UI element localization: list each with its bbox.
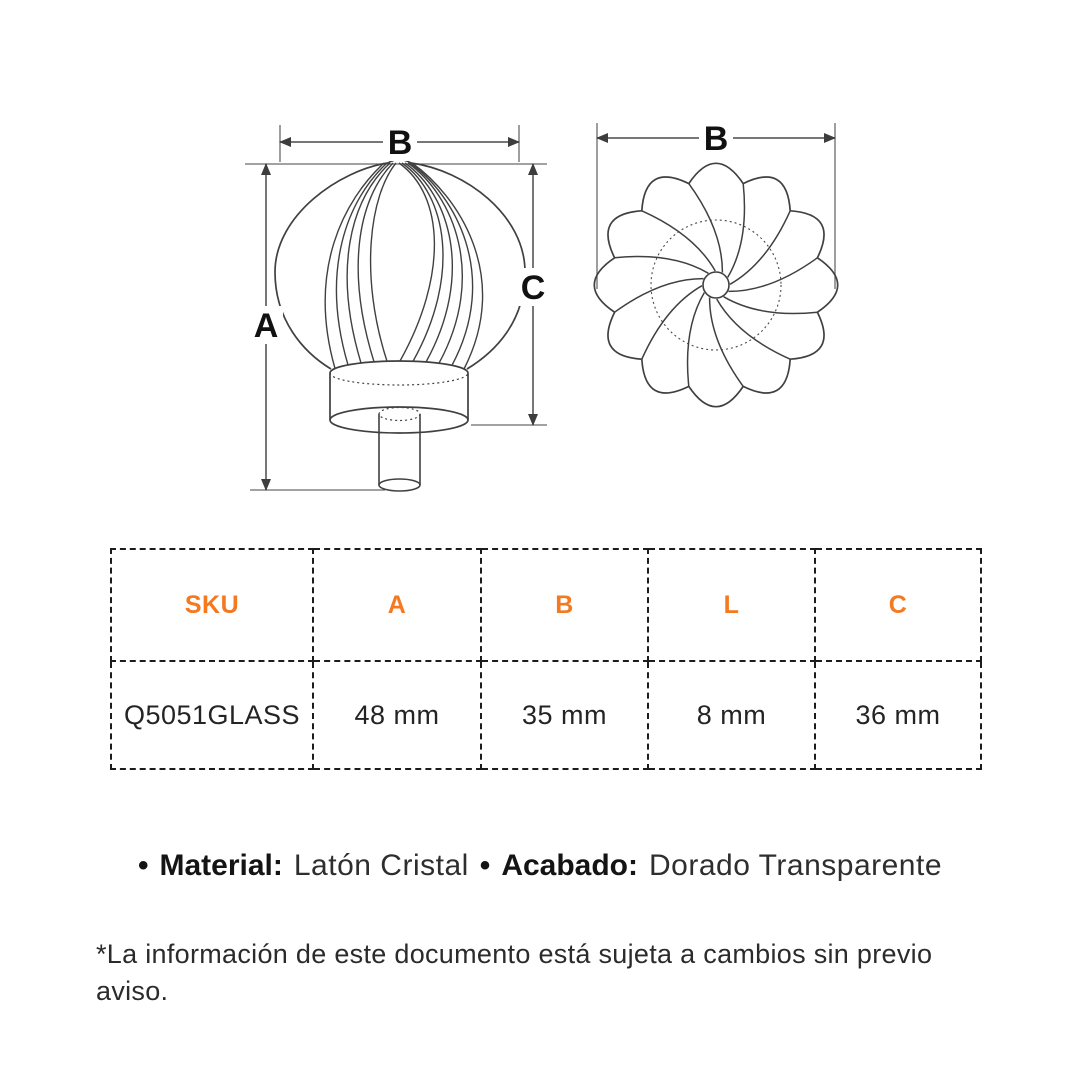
knob-side-view-drawing — [235, 100, 565, 510]
top-view-dimension-labels — [699, 119, 733, 158]
dimension-label-b: B — [387, 124, 413, 162]
cell-sku: Q5051GLASS — [111, 661, 313, 769]
spec-table-data-row — [111, 661, 981, 769]
bullet: • — [137, 849, 149, 882]
dimension-label-c: C — [520, 269, 546, 307]
cell-l: 8 mm — [648, 661, 815, 769]
material-label: Material: — [159, 849, 283, 882]
extension-lines — [245, 125, 547, 490]
header-c: C — [815, 549, 981, 661]
knob-top-view-drawing — [585, 103, 845, 415]
material-finish-line — [0, 849, 1080, 883]
finish-label: Acabado: — [501, 849, 638, 882]
dimension-label-a: A — [253, 307, 279, 345]
knob-ribs — [325, 163, 482, 369]
header-l: L — [648, 549, 815, 661]
cell-c: 36 mm — [815, 661, 981, 769]
flower-outline — [594, 163, 837, 406]
flower-swirls — [615, 184, 818, 387]
cell-b: 35 mm — [481, 661, 648, 769]
flower-center-circle — [703, 272, 729, 298]
spec-table — [110, 548, 982, 770]
cell-a: 48 mm — [313, 661, 481, 769]
bullet: • — [479, 849, 491, 882]
material-value: Latón Cristal — [293, 849, 469, 882]
knob-outline — [275, 160, 525, 370]
header-a: A — [313, 549, 481, 661]
header-b: B — [481, 549, 648, 661]
header-sku: SKU — [111, 549, 313, 661]
side-view-dimension-labels — [249, 123, 550, 345]
flower-dotted-circle — [651, 220, 781, 350]
finish-value: Dorado Transparente — [649, 849, 943, 882]
knob-collar — [330, 361, 468, 433]
knob-screw — [379, 408, 420, 492]
dimension-label-b: B — [703, 120, 729, 158]
spec-table-header-row — [111, 549, 981, 661]
disclaimer-text: *La información de este documento está sujeta a cambios sin previo aviso. — [96, 939, 933, 1006]
dimension-lines — [266, 142, 533, 490]
